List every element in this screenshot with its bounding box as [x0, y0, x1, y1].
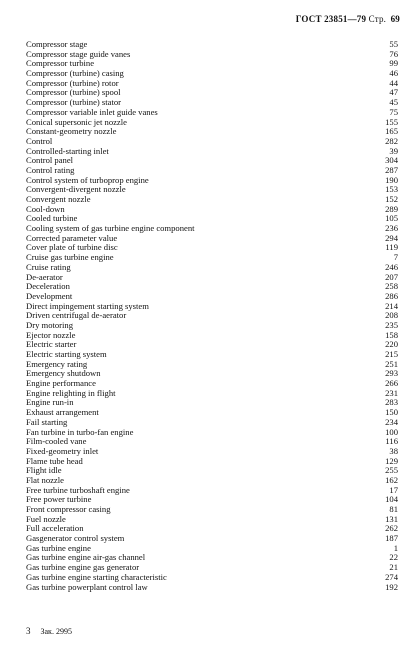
entry-number: 152: [385, 195, 398, 204]
entry-number: 55: [389, 40, 398, 49]
index-entry: [26, 79, 398, 89]
entry-term: Engine relighting in flight: [26, 388, 116, 398]
entry-term: Compressor turbine: [26, 59, 95, 69]
entry-number: 44: [389, 78, 398, 88]
entry-number: 293: [385, 369, 398, 379]
entry-term: Emergency shutdown: [26, 369, 101, 379]
index-entry: [26, 428, 398, 438]
entry-number: 162: [385, 475, 398, 485]
entry-term: Fuel nozzle: [26, 514, 66, 524]
entry-term: Controlled-starting inlet: [26, 146, 109, 156]
index-entry: [26, 573, 398, 583]
entry-term: Free turbine turboshaft engine: [26, 485, 130, 495]
page-label: Стр.: [368, 14, 387, 24]
index-entry: [26, 563, 398, 573]
index-entry: [26, 311, 398, 321]
entry-term: De-aerator: [26, 272, 63, 282]
entry-number: 220: [385, 340, 398, 350]
index-entry: [26, 292, 398, 302]
entry-number: 131: [385, 514, 398, 524]
entry-term: Cooling system of gas turbine engine component: [26, 224, 195, 234]
entry-number: 262: [385, 524, 398, 534]
entry-term: Cruise rating: [26, 262, 71, 272]
entry-term: Compressor (turbine) casing: [26, 69, 124, 79]
index-entry: [26, 408, 398, 418]
entry-term: Ejector nozzle: [26, 330, 76, 340]
index-entry: [26, 534, 398, 544]
entry-number: 235: [385, 320, 398, 330]
entry-term: Gas turbine engine air-gas channel: [26, 553, 146, 563]
entry-number: 119: [385, 243, 398, 253]
entry-term: Full acceleration: [26, 524, 84, 534]
entry-number: 116: [385, 437, 398, 447]
index-entry: [26, 486, 398, 496]
entry-term: Fixed-geometry inlet: [26, 446, 99, 456]
entry-term: Front compressor casing: [26, 505, 111, 514]
index-entry: [26, 505, 398, 515]
entry-term: Gas turbine engine gas generator: [26, 563, 140, 573]
index-entry: [26, 437, 398, 447]
entry-number: 100: [385, 427, 398, 437]
entry-number: 214: [385, 301, 398, 311]
entry-number: 251: [385, 359, 398, 369]
index-entry: [26, 583, 398, 593]
index-entry: [26, 340, 398, 350]
entry-number: 274: [385, 572, 398, 582]
entry-term: Compressor (turbine) rotor: [26, 78, 119, 88]
entry-term: Development: [26, 291, 73, 301]
index-entry: [26, 185, 398, 195]
entry-number: 266: [385, 379, 398, 389]
index-entry: [26, 282, 398, 292]
entry-number: 304: [385, 156, 398, 166]
entry-number: 45: [389, 98, 398, 108]
entry-term: Compressor stage: [26, 40, 88, 49]
entry-number: 153: [385, 185, 398, 195]
entry-number: 39: [389, 146, 398, 156]
entry-number: 246: [385, 262, 398, 272]
entry-number: 129: [385, 456, 398, 466]
index-entry: [26, 176, 398, 186]
index-entry: [26, 214, 398, 224]
entry-term: Control rating: [26, 165, 75, 175]
entry-term: Gasgenerator control system: [26, 534, 125, 544]
entry-term: Compressor (turbine) spool: [26, 88, 121, 98]
index-entry: [26, 205, 398, 215]
entry-number: 7: [393, 253, 398, 263]
entry-number: 22: [389, 553, 398, 563]
entry-number: 234: [385, 417, 398, 427]
entry-term: Control: [26, 136, 53, 146]
index-list: [26, 40, 398, 592]
entry-term: Control panel: [26, 156, 74, 166]
page-header: [296, 14, 400, 24]
entry-number: 104: [385, 495, 398, 505]
entry-term: Conical supersonic jet nozzle: [26, 117, 127, 127]
entry-term: Convergent nozzle: [26, 195, 91, 204]
entry-term: Dry motoring: [26, 320, 74, 330]
entry-number: 76: [389, 49, 398, 59]
index-entry: [26, 360, 398, 370]
entry-term: Free power turbine: [26, 495, 92, 505]
entry-term: Exhaust arrangement: [26, 408, 99, 418]
index-entry: [26, 495, 398, 505]
entry-number: 81: [389, 505, 398, 514]
index-entry: [26, 321, 398, 331]
entry-term: Emergency rating: [26, 359, 88, 369]
entry-number: 150: [385, 408, 398, 418]
entry-number: 294: [385, 233, 398, 243]
entry-term: Film-cooled vane: [26, 437, 87, 447]
index-entry: [26, 273, 398, 283]
entry-number: 215: [385, 350, 398, 359]
entry-term: Direct impingement starting system: [26, 301, 149, 311]
page-footer: [26, 626, 72, 636]
index-entry: [26, 389, 398, 399]
index-entry: [26, 166, 398, 176]
entry-number: 17: [389, 485, 398, 495]
entry-term: Corrected parameter value: [26, 233, 118, 243]
entry-number: 38: [389, 446, 398, 456]
index-entry: [26, 108, 398, 118]
index-entry: [26, 137, 398, 147]
index-entry: [26, 98, 398, 108]
index-entry: [26, 243, 398, 253]
entry-number: 287: [385, 165, 398, 175]
index-entry: [26, 234, 398, 244]
index-entry: [26, 88, 398, 98]
index-entry: [26, 553, 398, 563]
entry-term: Gas turbine engine: [26, 543, 91, 553]
index-entry: [26, 118, 398, 128]
entry-term: Cruise gas turbine engine: [26, 253, 114, 263]
entry-term: Flame tube head: [26, 456, 83, 466]
entry-number: 21: [389, 563, 398, 573]
entry-term: Electric starter: [26, 340, 77, 350]
entry-term: Constant-geometry nozzle: [26, 127, 117, 137]
entry-number: 155: [385, 117, 398, 127]
entry-number: 207: [385, 272, 398, 282]
entry-term: Control system of turboprop engine: [26, 175, 149, 185]
entry-term: Cooled turbine: [26, 214, 78, 224]
entry-number: 165: [385, 127, 398, 137]
index-entry: [26, 379, 398, 389]
index-entry: [26, 147, 398, 157]
index-entry: [26, 524, 398, 534]
entry-term: Compressor variable inlet guide vanes: [26, 107, 158, 117]
entry-number: 283: [385, 398, 398, 408]
entry-term: Fan turbine in turbo-fan engine: [26, 427, 134, 437]
entry-number: 158: [385, 330, 398, 340]
entry-term: Flight idle: [26, 466, 62, 476]
entry-number: 282: [385, 136, 398, 146]
index-entry: [26, 369, 398, 379]
entry-number: 192: [385, 582, 398, 592]
entry-term: Flat nozzle: [26, 475, 64, 485]
entry-number: 255: [385, 466, 398, 476]
index-entry: [26, 350, 398, 360]
entry-number: 236: [385, 224, 398, 234]
entry-term: Compressor (turbine) stator: [26, 98, 121, 108]
entry-term: Convergent-divergent nozzle: [26, 185, 126, 195]
entry-term: Cool-down: [26, 204, 65, 214]
index-entry: [26, 50, 398, 60]
index-entry: [26, 263, 398, 273]
entry-number: 190: [385, 175, 398, 185]
signature-mark: 3: [26, 626, 31, 636]
page-number: 69: [390, 14, 400, 24]
entry-number: 46: [389, 69, 398, 79]
index-entry: [26, 331, 398, 341]
entry-number: 286: [385, 291, 398, 301]
entry-number: 289: [385, 204, 398, 214]
entry-number: 47: [389, 88, 398, 98]
index-entry: [26, 40, 398, 50]
entry-number: 1: [393, 543, 398, 553]
index-entry: [26, 69, 398, 79]
entry-number: 105: [385, 214, 398, 224]
index-entry: [26, 127, 398, 137]
entry-number: 258: [385, 282, 398, 292]
index-entry: [26, 447, 398, 457]
index-entry: [26, 466, 398, 476]
entry-term: Fail starting: [26, 417, 68, 427]
index-entry: [26, 195, 398, 205]
entry-term: Engine performance: [26, 379, 96, 389]
order-number: Зак. 2995: [40, 627, 72, 636]
standard-designation: ГОСТ 23851—79: [295, 14, 367, 24]
entry-number: 75: [389, 107, 398, 117]
index-entry: [26, 156, 398, 166]
entry-term: Electric starting system: [26, 350, 107, 359]
entry-term: Driven centrifugal de-aerator: [26, 311, 127, 321]
index-entry: [26, 398, 398, 408]
index-entry: [26, 457, 398, 467]
entry-term: Cover plate of turbine disc: [26, 243, 118, 253]
entry-term: Gas turbine powerplant control law: [26, 582, 148, 592]
entry-number: 187: [385, 534, 398, 544]
index-entry: [26, 515, 398, 525]
index-entry: [26, 544, 398, 554]
entry-term: Compressor stage guide vanes: [26, 49, 131, 59]
entry-number: 208: [385, 311, 398, 321]
index-entry: [26, 302, 398, 312]
entry-term: Gas turbine engine starting characteristic: [26, 572, 167, 582]
entry-term: Engine run-in: [26, 398, 74, 408]
index-entry: [26, 476, 398, 486]
index-entry: [26, 253, 398, 263]
entry-term: Deceleration: [26, 282, 70, 292]
index-entry: [26, 59, 398, 69]
index-entry: [26, 224, 398, 234]
index-entry: [26, 418, 398, 428]
entry-number: 231: [385, 388, 398, 398]
entry-number: 99: [389, 59, 398, 69]
